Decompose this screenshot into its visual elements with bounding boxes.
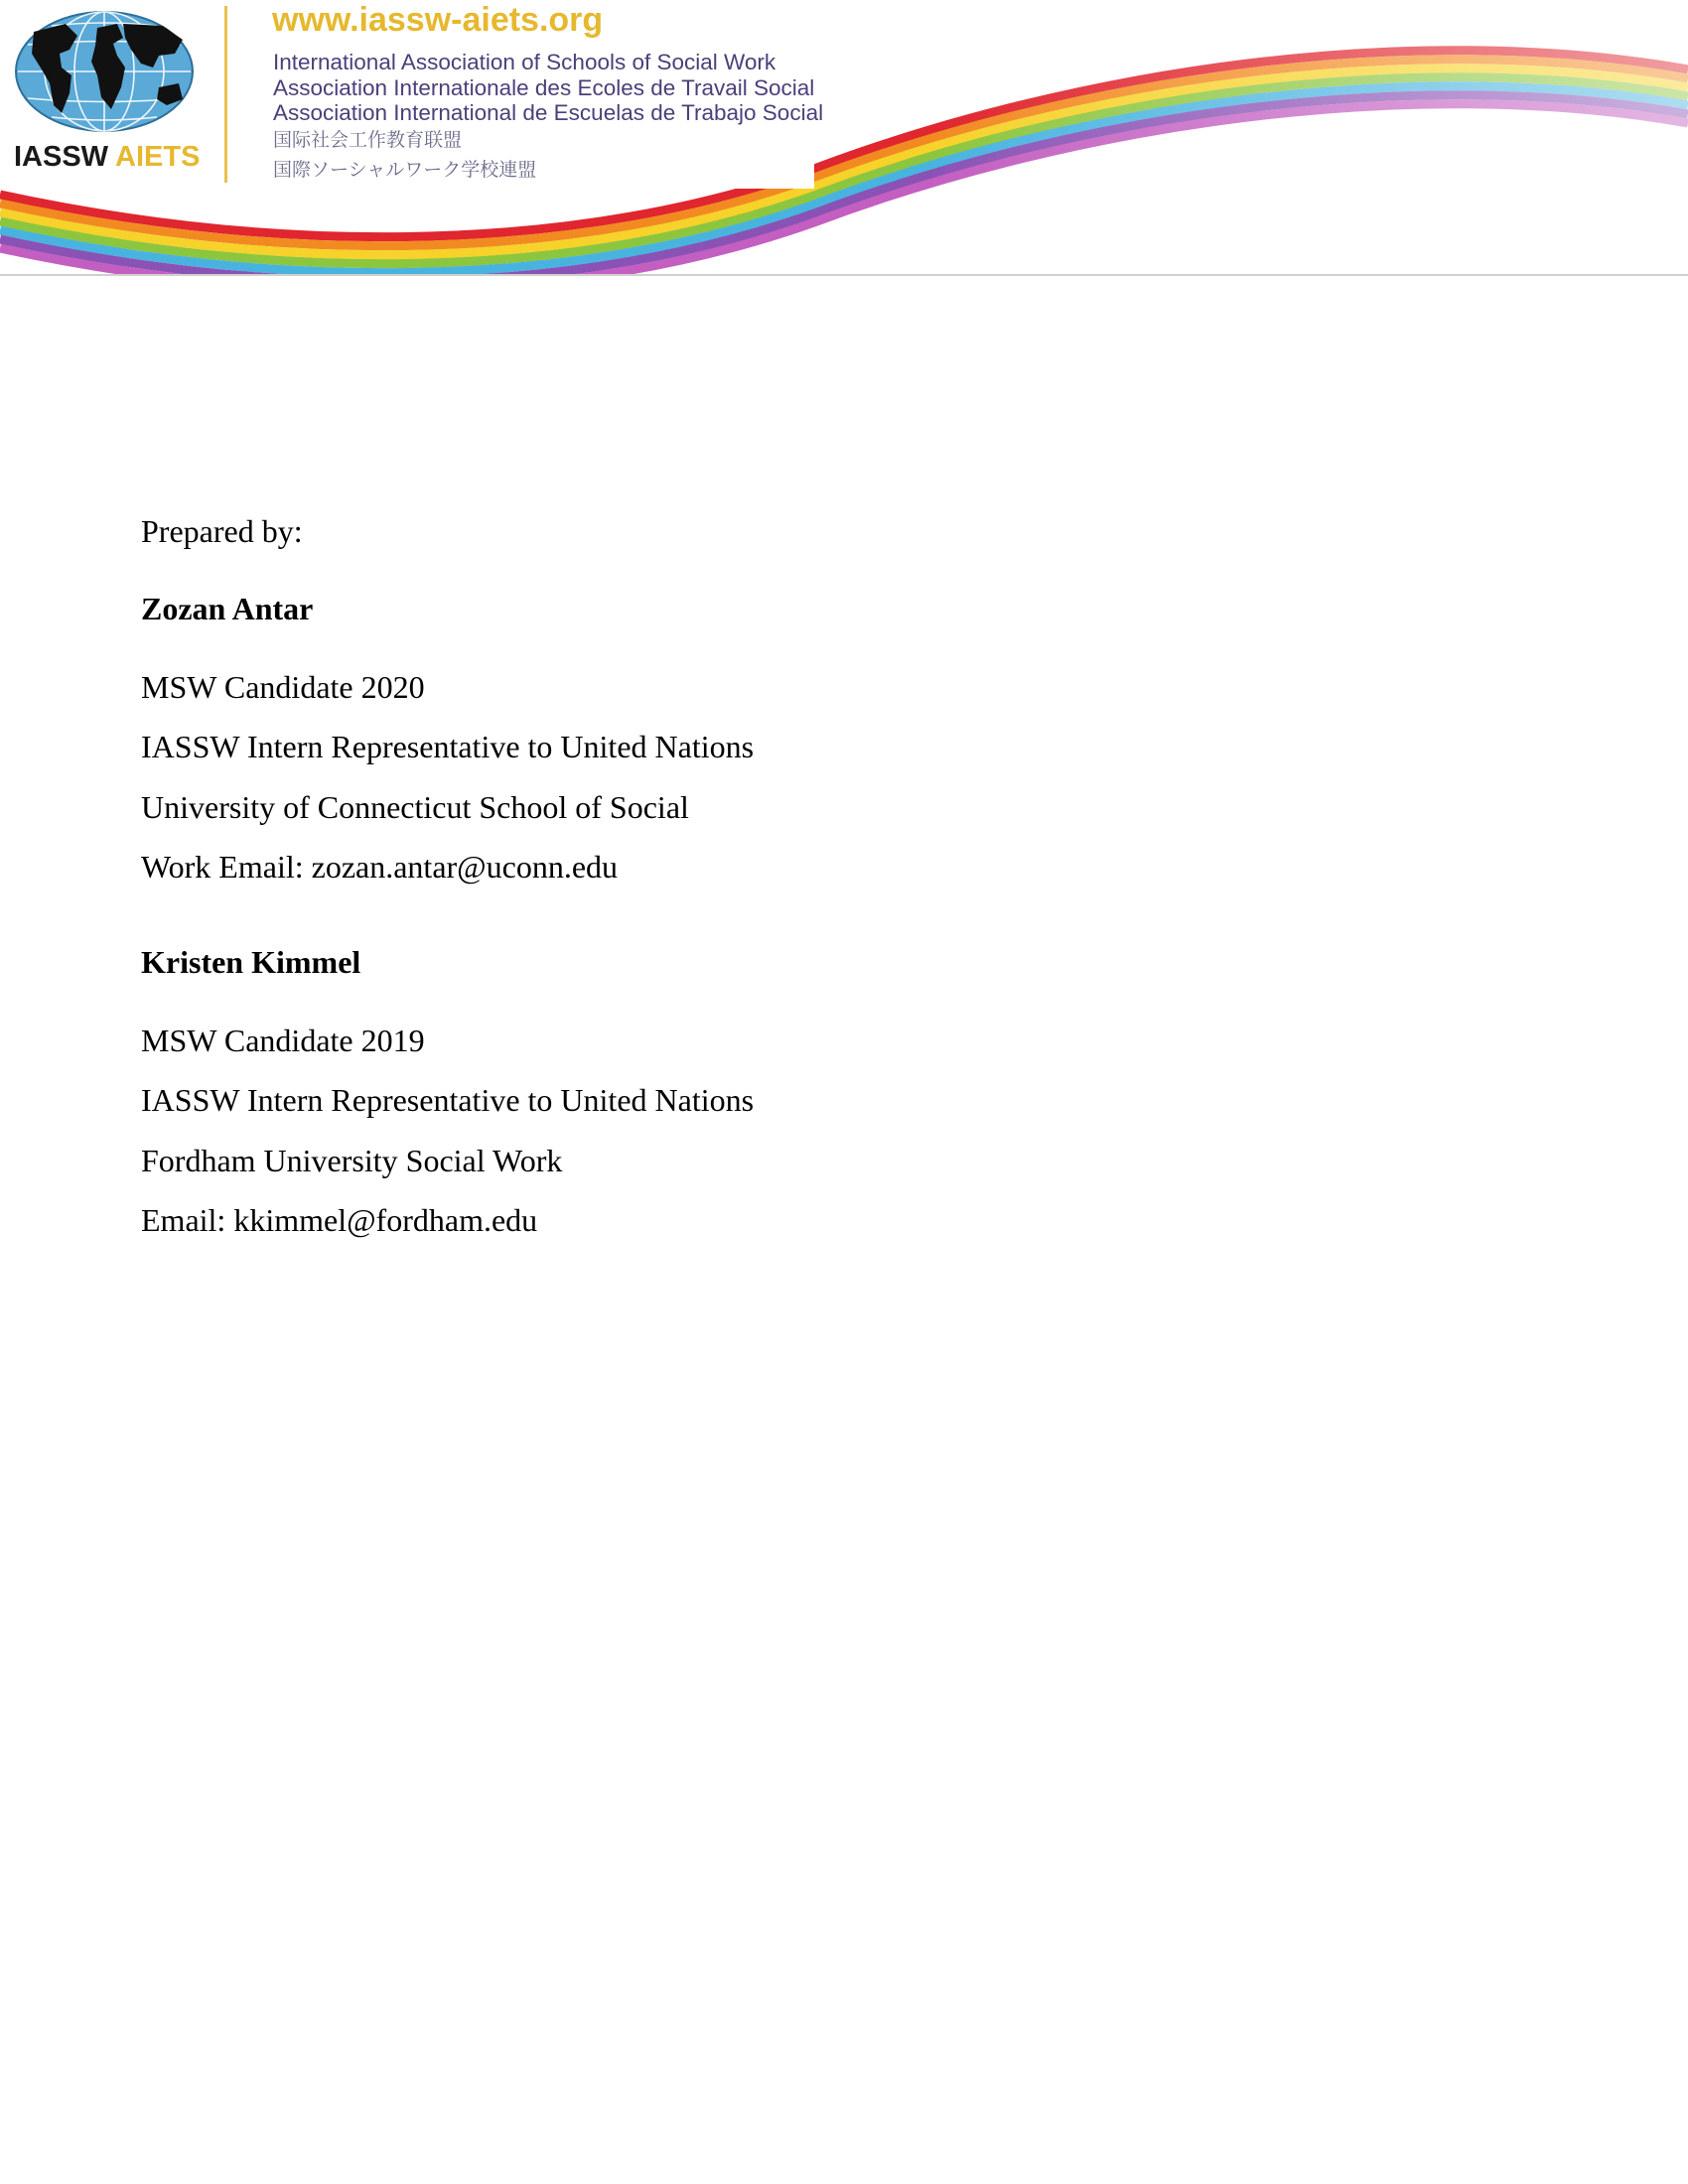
org-name-japanese: 国際ソーシャルワーク学校連盟 [273,159,537,181]
globe-logo-icon [14,10,195,133]
logo-text-aiets: AIETS [115,141,201,173]
author-block-1 [141,590,1432,886]
author-email: Email: kkimmel@fordham.edu [141,1201,538,1238]
rainbow-swoosh-graphic [0,0,1688,276]
author-institution: University of Connecticut School of Social [141,788,689,825]
header-divider [0,274,1688,276]
org-name-spanish: Association International de Escuelas de Trabajo Social [273,100,824,125]
author-name: Zozan Antar [141,591,314,627]
logo-divider [224,6,227,183]
document-body [141,512,1432,1297]
prepared-by-label: Prepared by: [141,513,303,549]
author-block-2 [141,943,1432,1239]
author-degree: MSW Candidate 2019 [141,1022,425,1058]
author-name: Kristen Kimmel [141,944,361,981]
author-email: Work Email: zozan.antar@uconn.edu [141,848,619,885]
logo-wordmark [14,143,200,172]
author-degree: MSW Candidate 2020 [141,668,425,705]
org-names [273,50,823,186]
org-website-url: www.iassw-aiets.org [272,1,604,39]
letterhead [0,0,1688,276]
org-name-chinese: 国际社会工作教育联盟 [273,129,463,151]
author-role: IASSW Intern Representative to United Nations [141,729,755,765]
author-role: IASSW Intern Representative to United Nations [141,1082,755,1119]
logo-text-iassw: IASSW [14,141,109,173]
org-name-english: International Association of Schools of Social Work [273,50,776,74]
org-name-french: Association Internationale des Ecoles de Travail Social [273,74,815,100]
author-institution: Fordham University Social Work [141,1142,563,1178]
